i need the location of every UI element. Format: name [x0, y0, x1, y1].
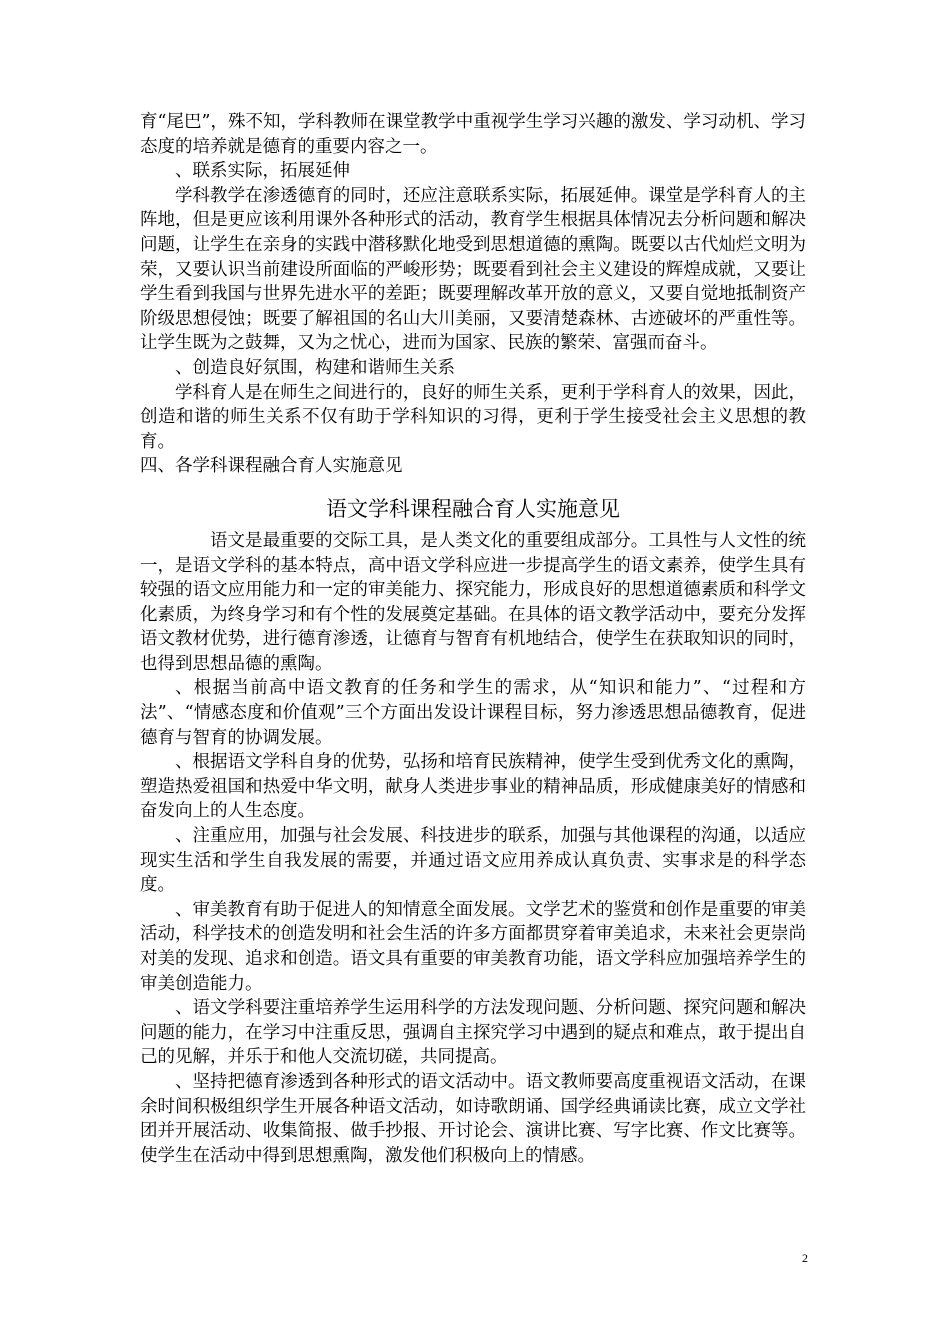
section-heading-4: 四、各学科课程融合育人实施意见: [140, 456, 403, 477]
page-number: 2: [802, 1251, 808, 1265]
paragraph-continuation: 育“尾巴”，殊不知，学科教师在课堂教学中重视学生学习兴趣的激发、学习动机、学习态度的培养就是德育的重要内容之一。: [140, 112, 806, 157]
chinese-intro-paragraph: 语文是最重要的交际工具，是人类文化的重要组成部分。工具性与人文性的统一，是语文学科的基本特点，高中语文学科应进一步提高学生的语文素养，使学生具有较强的语文应用能力和一定的审美能力、探究能力，形成良好的思想道德素质和科学文化素质，为终身学习和有个性的发展奠定基础。在具体的语文教学活动中，要充分发挥语文教材优势，进行德育渗透，让德育与智育有机地结合，使学生在获取知识的同时，也得到思想品德的熏陶。: [140, 530, 806, 674]
chinese-subject-title: 语文学科课程融合育人实施意见: [326, 496, 620, 521]
subheading-connect-practice: 、联系实际，拓展延伸: [175, 161, 350, 182]
paragraph-harmonious-relations: 学科育人是在师生之间进行的，良好的师生关系，更利于学科育人的效果，因此，创造和谐的师生关系不仅有助于学科知识的习得，更利于学生接受社会主义思想的教育。: [140, 382, 806, 452]
document-page: [140, 110, 806, 1168]
chinese-item-5: 、语文学科要注重培养学生运用科学的方法发现问题、分析问题、探究问题和解决问题的能力，在学习中注重反思，强调自主探究学习中遇到的疑点和难点，敢于提出自己的见解，并乐于和他人交流切磋，共同提高。: [140, 998, 806, 1068]
chinese-item-4: 、审美教育有助于促进人的知情意全面发展。文学艺术的鉴赏和创作是重要的审美活动，科学技术的创造发明和社会生活的许多方面都贯穿着审美追求，未来社会更崇尚对美的发现、追求和创造。语文具有重要的审美教育功能，语文学科应加强培养学生的审美创造能力。: [140, 899, 806, 994]
subheading-harmonious-relations: 、创造良好氛围，构建和谐师生关系: [175, 357, 455, 378]
chinese-item-6: 、坚持把德育渗透到各种形式的语文活动中。语文教师要高度重视语文活动，在课余时间积极组织学生开展各种语文活动，如诗歌朗诵、国学经典诵读比赛，成立文学社团并开展活动、收集简报、做手抄报、开讨论会、演讲比赛、写字比赛、作文比赛等。使学生在活动中得到思想熏陶，激发他们积极向上的情感。: [140, 1071, 806, 1166]
paragraph-connect-practice: 学科教学在渗透德育的同时，还应注意联系实际，拓展延伸。课堂是学科育人的主阵地，但是更应该利用课外各种形式的活动，教育学生根据具体情况去分析问题和解决问题，让学生在亲身的实践中潜移默化地受到思想道德的熏陶。既要以古代灿烂文明为荣，又要认识当前建设所面临的严峻形势；既要看到社会主义建设的辉煌成就，又要让学生看到我国与世界先进水平的差距；既要理解改革开放的意义，又要自觉地抵制资产阶级思想侵蚀；既要了解祖国的名山大川美丽，又要清楚森林、古迹破坏的严重性等。让学生既为之鼓舞，又为之忧心，进而为国家、民族的繁荣、富强而奋斗。: [140, 185, 806, 354]
chinese-item-2: 、根据语文学科自身的优势，弘扬和培育民族精神，使学生受到优秀文化的熏陶，塑造热爱祖国和热爱中华文明，献身人类进步事业的精神品质，形成健康美好的情感和奋发向上的人生态度。: [140, 752, 806, 822]
chinese-item-3: 、注重应用，加强与社会发展、科技进步的联系，加强与其他课程的沟通，以适应现实生活和学生自我发展的需要，并通过语文应用养成认真负责、实事求是的科学态度。: [140, 826, 806, 896]
chinese-item-1: 、根据当前高中语文教育的任务和学生的需求，从“知识和能力”、“过程和方法”、“情感态度和价值观”三个方面出发设计课程目标，努力渗透思想品德教育，促进德育与智育的协调发展。: [140, 678, 806, 748]
